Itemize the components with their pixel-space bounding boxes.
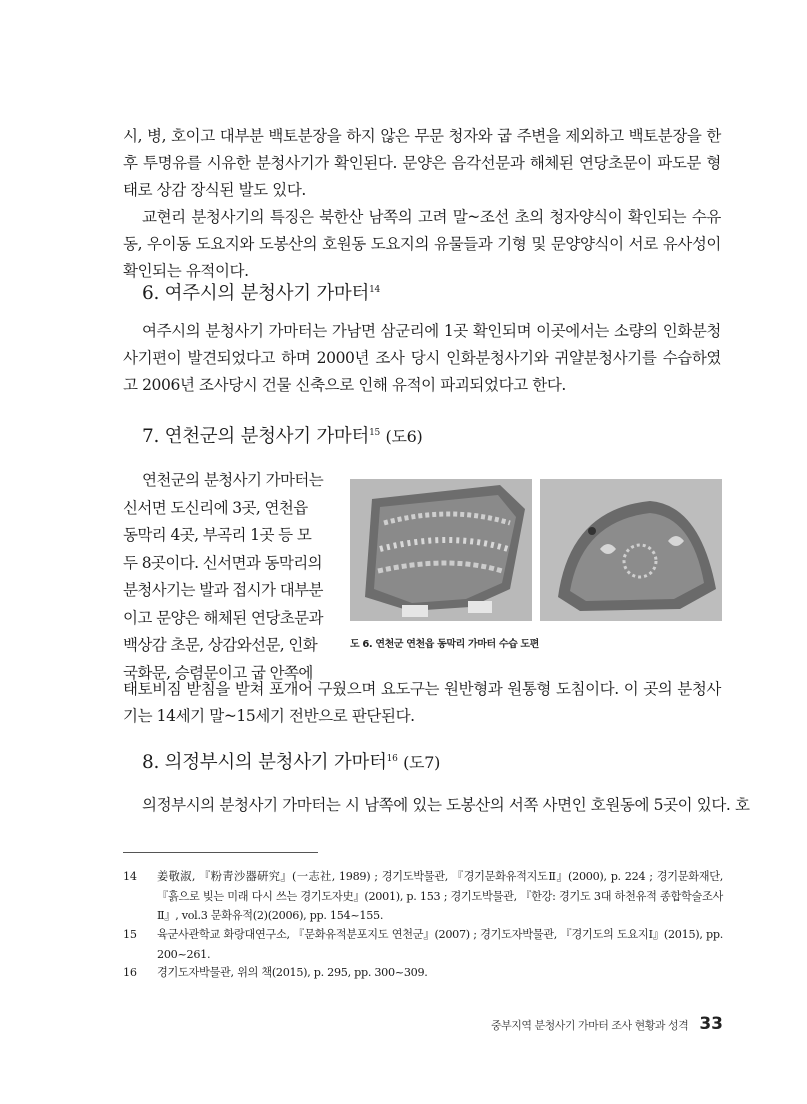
text-line: 분청사기는 발과 접시가 대부분 bbox=[123, 581, 323, 599]
body-paragraph: 시, 병, 호이고 대부분 백토분장을 하지 않은 무문 청자와 굽 주변을 제외하고 백토분장을 한 후 투명유를 시유한 분청사기가 확인된다. 문양은 음각선문과 해체된 연당초문이 파도문 형태로 상감 장식된 발도 있다. bbox=[123, 127, 721, 199]
sherd-photo-left bbox=[350, 479, 532, 621]
section-heading bbox=[142, 279, 380, 305]
body-paragraph: 태토비짐 받침을 받쳐 포개어 구웠으며 요도구는 원반형과 원통형 도침이다. 이 곳의 분청사기는 14세기 말~15세기 전반으로 판단된다. bbox=[123, 680, 721, 725]
body-paragraph: 의정부시의 분청사기 가마터는 시 남쪽에 있는 도봉산의 서쪽 사면인 호원동에 5곳이 있다. 호 bbox=[142, 796, 750, 814]
text-line: 이고 문양은 해체된 연당초문과 bbox=[123, 608, 323, 627]
footnote-number: 14 bbox=[123, 870, 137, 883]
text-line: 신서면 도신리에 3곳, 연천읍 bbox=[123, 498, 308, 517]
footnote-marker: 16 bbox=[386, 753, 398, 764]
page-number: 33 bbox=[699, 1014, 723, 1034]
page-footer bbox=[491, 1014, 723, 1034]
footnote-text: 육군사관학교 화랑대연구소, 『문화유적분포지도 연천군』(2007) ; 경기도자박물관, 『경기도의 도요지Ⅰ』(2015), pp. 200~261. bbox=[157, 928, 723, 961]
footnote-text: 경기도자박물관, 위의 책(2015), p. 295, pp. 300~309. bbox=[157, 966, 428, 979]
footnote-number: 15 bbox=[123, 928, 137, 941]
figure-caption: 도 6. 연천군 연천읍 동막리 가마터 수습 도편 bbox=[350, 639, 539, 650]
section-title: 6. 여주시의 분청사기 가마터 bbox=[142, 283, 370, 304]
body-paragraph: 교현리 분청사기의 특징은 북한산 남쪽의 고려 말~조선 초의 청자양식이 확인되는 수유동, 우이동 도요지와 도봉산의 호원동 도요지의 유물들과 기형 및 문양양식이 서로 유사성이 확인되는 유적이다. bbox=[123, 208, 721, 280]
section-heading bbox=[142, 748, 440, 774]
running-title: 중부지역 분청사기 가마터 조사 현황과 성격 bbox=[490, 1019, 689, 1032]
text-line: 백상감 초문, 상감와선문, 인화 bbox=[123, 636, 318, 654]
footnote bbox=[123, 867, 723, 926]
footnote-text: 姜敬淑, 『粉靑沙器硏究』(一志社, 1989) ; 경기도박물관, 『경기문화유적지도Ⅱ』(2000), p. 224 ; 경기문화재단, 『흙으로 빚는 미래 다시 쓰는 경기도자史』(2001), p. 153 ; 경기도박물관, 『한강: 경기도 3대 하천유적 종합학술조사 Ⅱ』, vol.3 문화유적(2)(2006), pp. 154~155. bbox=[157, 870, 723, 922]
body-paragraph: 여주시의 분청사기 가마터는 가남면 삼군리에 1곳 확인되며 이곳에서는 소량의 인화분청사기편이 발견되었다고 하며 2000년 조사 당시 인화분청사기와 귀얄분청사기를 수습하였고 2006년 조사당시 건물 신축으로 인해 유적이 파괴되었다고 한다. bbox=[123, 322, 721, 394]
figure-reference: (도7) bbox=[403, 753, 441, 772]
footnote-number: 16 bbox=[123, 966, 137, 979]
wrapped-paragraph bbox=[123, 467, 336, 687]
footnote-divider bbox=[123, 852, 318, 853]
text-line: 두 8곳이다. 신서면과 동막리의 bbox=[123, 553, 323, 572]
figure-reference: (도6) bbox=[385, 427, 423, 446]
text-line: 국화문, 승렴문이고 굽 안쪽에 bbox=[123, 663, 313, 682]
section-title: 8. 의정부시의 분청사기 가마터 bbox=[142, 752, 387, 773]
footnote-marker: 15 bbox=[369, 427, 380, 438]
footnote bbox=[123, 925, 723, 964]
section-heading bbox=[142, 422, 422, 448]
footnote-marker: 14 bbox=[369, 284, 380, 295]
sherd-photo-right bbox=[540, 479, 722, 621]
text-line: 연천군의 분청사기 가마터는 bbox=[142, 471, 324, 489]
section-title: 7. 연천군의 분청사기 가마터 bbox=[142, 426, 370, 447]
footnote bbox=[123, 963, 723, 983]
text-line: 동막리 4곳, 부곡리 1곳 등 모 bbox=[123, 526, 312, 544]
